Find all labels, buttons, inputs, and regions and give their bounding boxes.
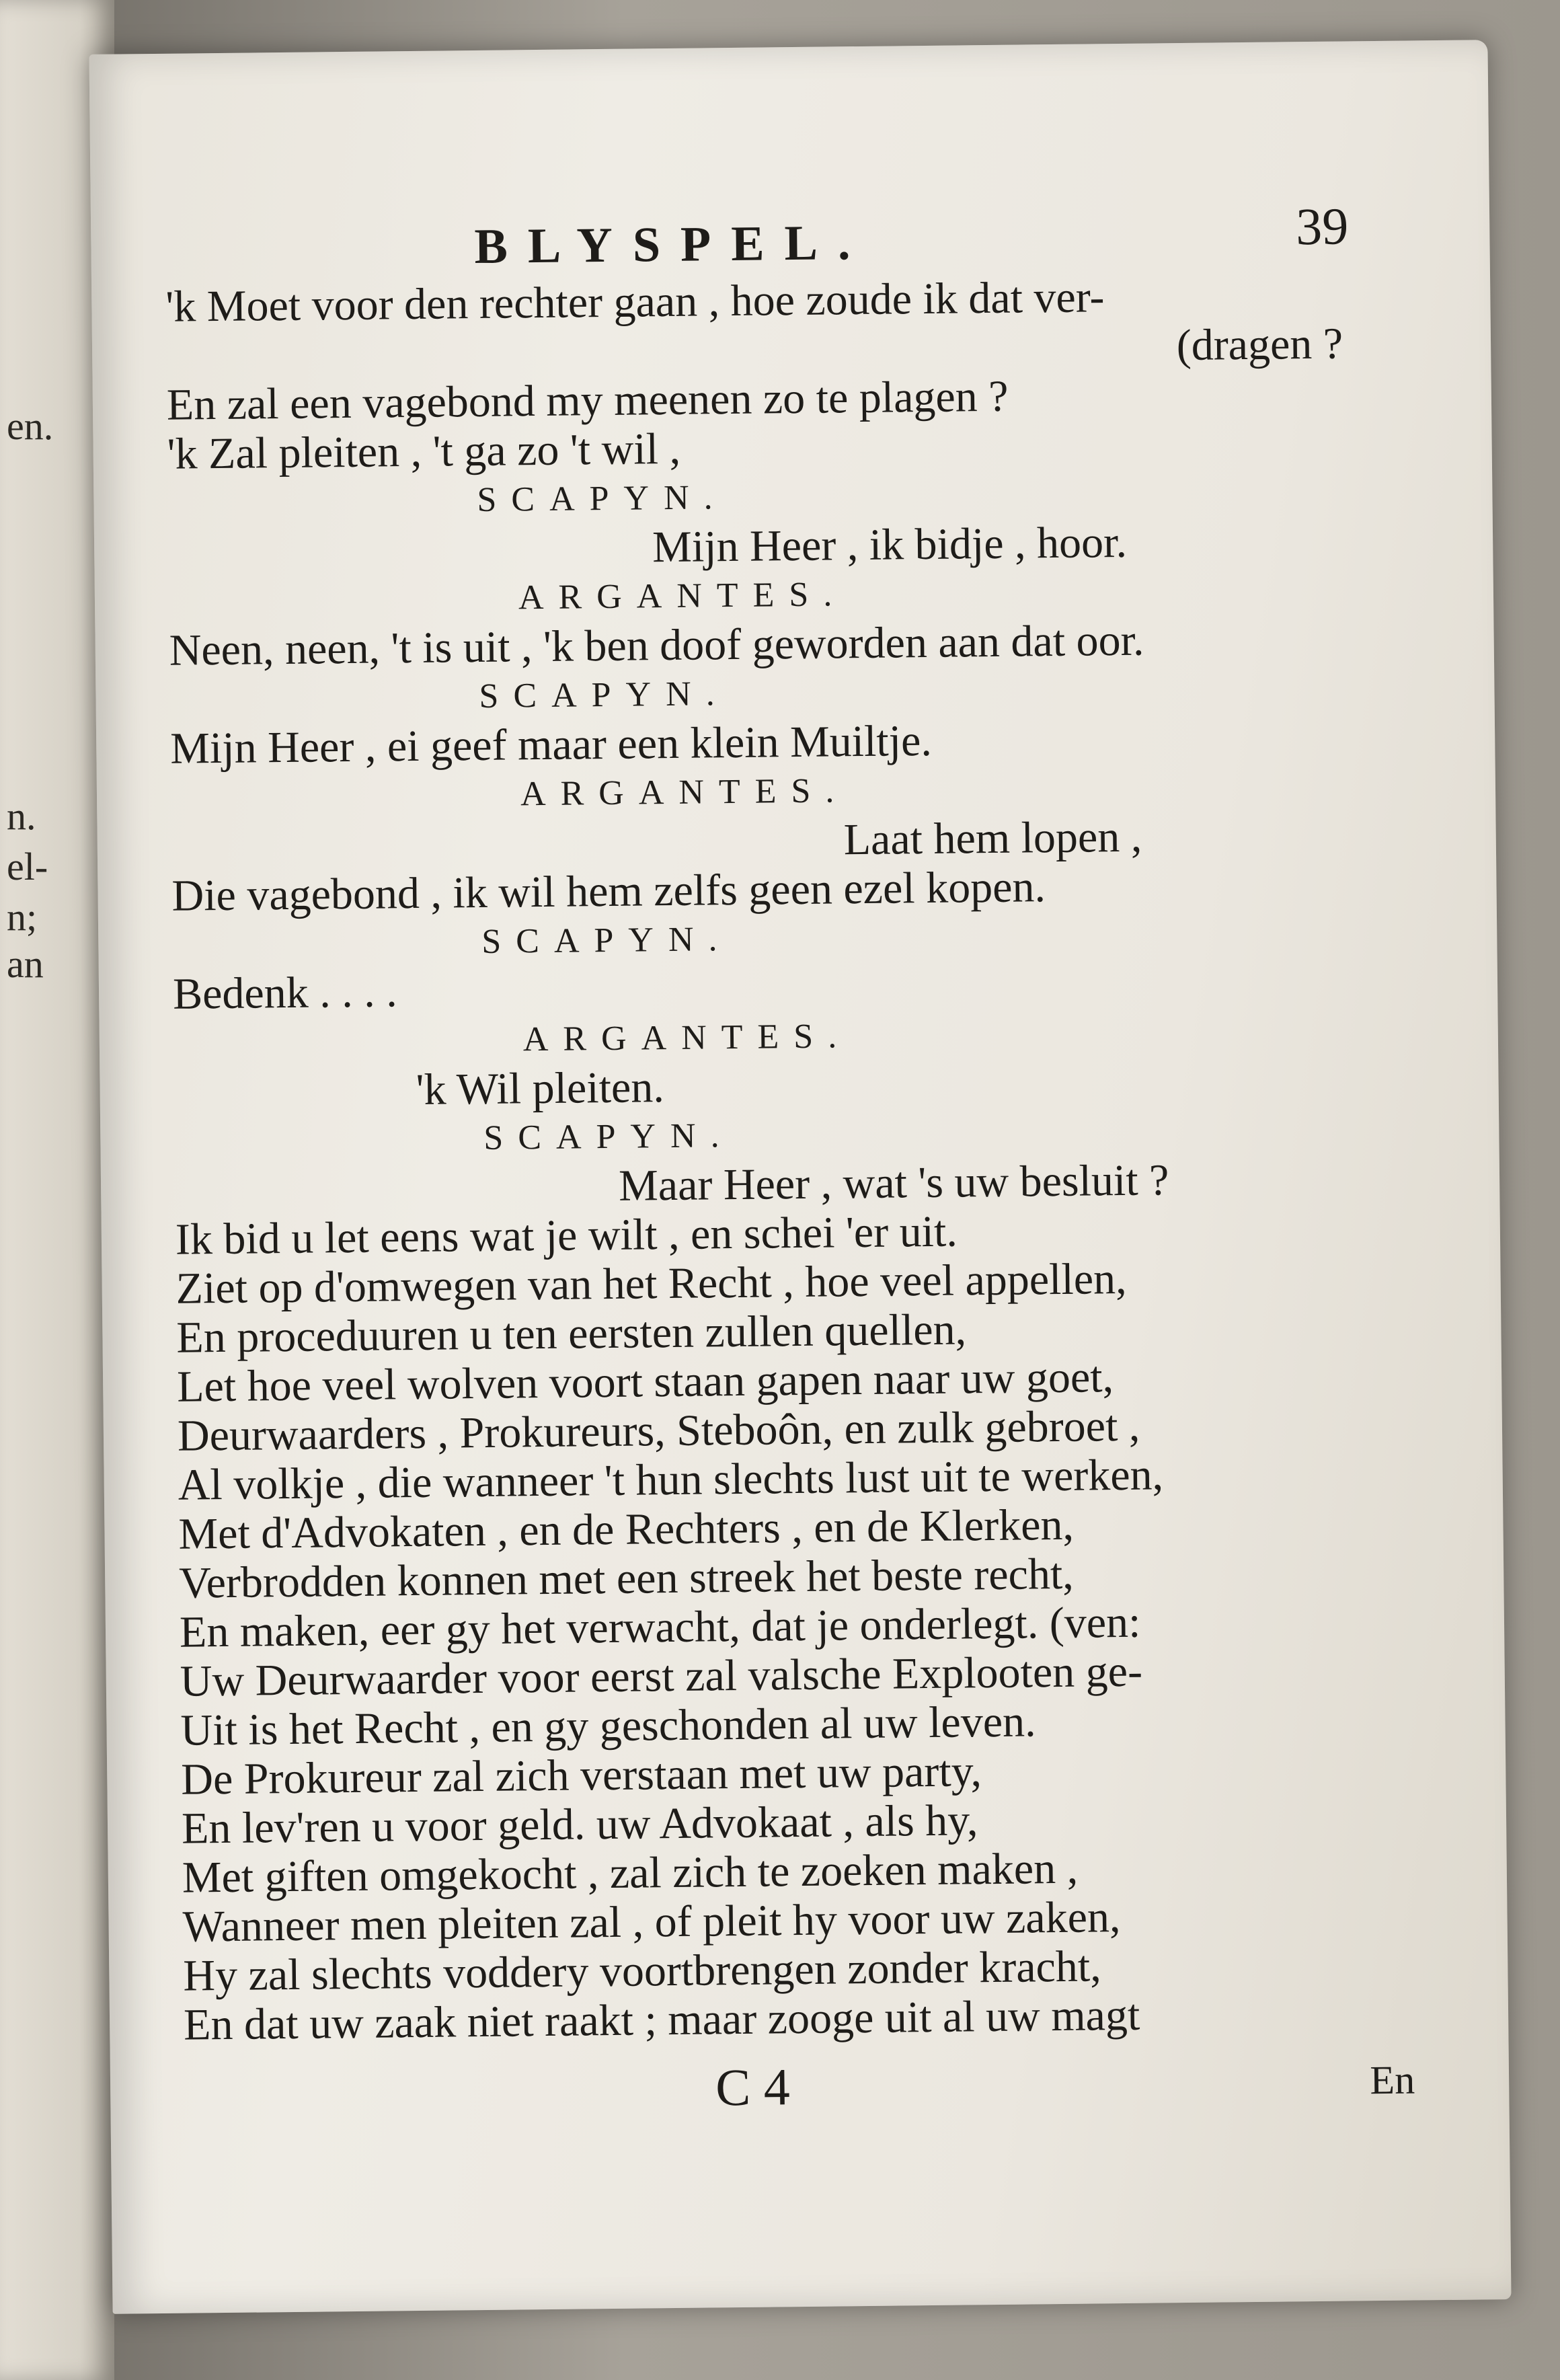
page-number: 39 [1295,196,1349,256]
page-footer [184,2044,1415,2130]
verse-line: 'k Moet voor den rechter gaan , hoe zoude ik dat ver- [165,272,1105,332]
verse-line: Hy zal slechts voddery voortbrengen zonder kracht, [183,1942,1102,2001]
left-page-fragment: n; [7,895,38,939]
verse-line: Neen, neen, 't is uit , 'k ben doof geworden aan dat oor. [169,615,1144,675]
speaker-name: ARGANTES. [518,575,847,617]
verse-line: En dat uw zaak niet raakt ; maar zooge uit al uw magt [183,1990,1140,2050]
verse-line: En zal een vagebond my meenen zo te plagen ? [166,371,1009,430]
verse-line: De Prokureur zal zich verstaan met uw party, [180,1746,982,1804]
page-text-block [165,182,1415,2130]
verse-line: Mijn Heer , ei geef maar een klein Muiltje. [169,716,933,773]
verse-line: (dragen ? [1176,319,1343,371]
speaker-name: SCAPYN. [481,920,732,961]
catchword: En [1370,2057,1415,2103]
verse-line: Bedenk . . . . [172,967,398,1019]
verse-line: 'k Zal pleiten , 't ga zo 't wil , [167,424,681,479]
speaker-name: SCAPYN. [479,675,730,716]
left-page-fragment: el- [7,845,48,888]
signature-mark: C 4 [715,2057,791,2117]
verse-line: Laat hem lopen , [843,812,1142,865]
verse-line: Mijn Heer , ik bidje , hoor. [652,517,1128,572]
page-header [165,182,1349,282]
left-page-fragment: en. [7,404,54,448]
speaker-name: SCAPYN. [483,1116,734,1157]
play-text [165,270,1367,2049]
verse-line: Wanneer men pleiten zal , of pleit hy voor uw zaken, [182,1892,1121,1952]
verse-line: Met d'Advokaten , en de Rechters , en de Klerken, [178,1500,1075,1559]
running-title: BLYSPEL. [474,215,871,274]
speaker-name: ARGANTES. [522,1017,852,1059]
left-page-fragment: n. [7,794,36,838]
speaker-name: SCAPYN. [477,478,728,519]
book-page [89,40,1511,2314]
verse-line: Ik bid u let eens wat je wilt , en schei 'er uit. [175,1206,958,1264]
verse-line: Verbrodden konnen met een streek het beste recht, [178,1549,1075,1608]
verse-line: Uit is het Recht , en gy geschonden al uw leven. [180,1697,1036,1755]
verse-line: Deurwaarders , Prokureurs, Steboôn, en zulk gebroet , [177,1401,1140,1461]
speaker-name: ARGANTES. [520,771,849,814]
verse-line: Uw Deurwaarder voor eerst zal valsche Explooten ge- [180,1646,1143,1706]
verse-line: 'k Wil pleiten. [416,1063,665,1114]
verse-line: Let hoe veel wolven voort staan gapen naar uw goet, [176,1352,1114,1412]
verse-line: Met giften omgekocht , zal zich te zoeken maken , [182,1843,1079,1903]
verse-line: Die vagebond , ik wil hem zelfs geen ezel kopen. [171,862,1046,921]
verse-line: En lev'ren u voor geld. uw Advokaat , als hy, [181,1796,978,1853]
verse-line: En maken, eer gy het verwacht, dat je onderlegt. (ven: [179,1597,1141,1657]
verse-line: Maar Heer , wat 's uw besluit ? [618,1155,1169,1211]
verse-line: Ziet op d'omwegen van het Recht , hoe veel appellen, [176,1254,1127,1313]
verse-line: Al volkje , die wanneer 't hun slechts lust uit te werken, [178,1450,1164,1510]
left-page-fragment: an [7,942,44,986]
verse-line: En proceduuren u ten eersten zullen quellen, [176,1305,967,1362]
